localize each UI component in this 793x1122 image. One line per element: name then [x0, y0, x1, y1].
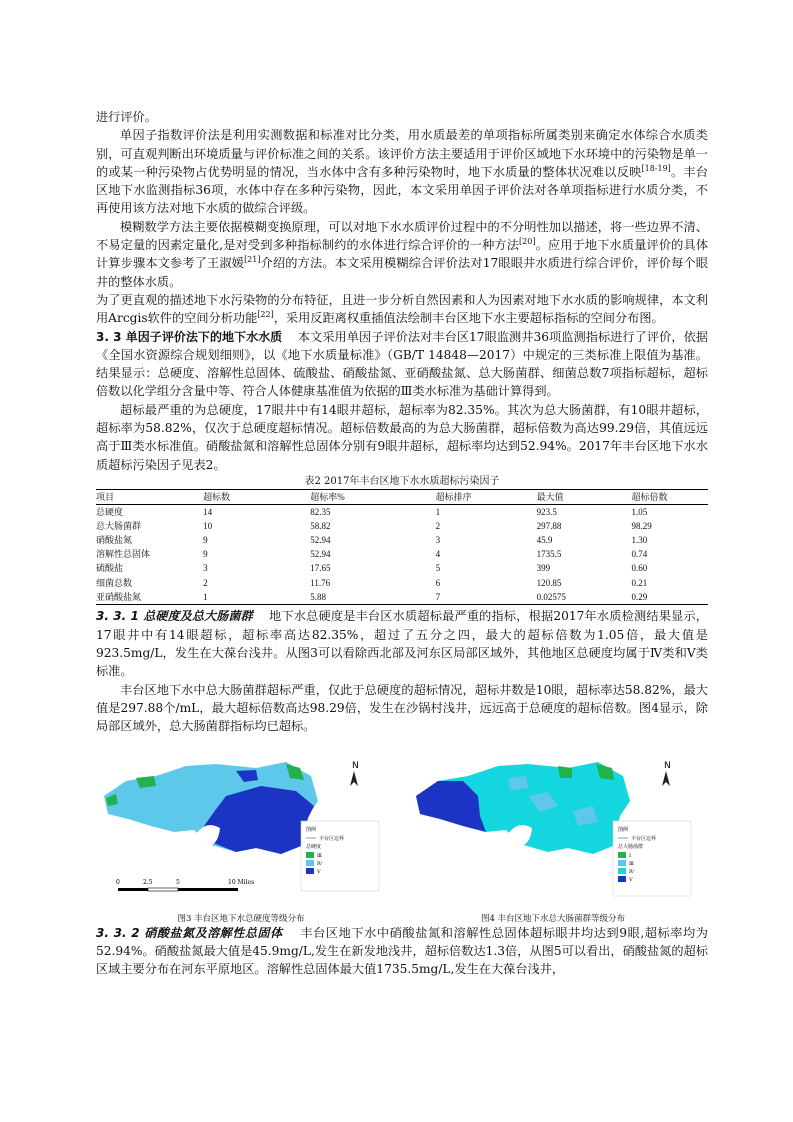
- figure-caption: 图3 丰台区地下水总硬度等级分布: [177, 913, 305, 924]
- legend-class: Ⅰ: [629, 852, 631, 859]
- table-cell: 3: [435, 535, 441, 546]
- table-cell: 923.5: [536, 506, 557, 517]
- legend-item: 总大肠菌群: [618, 843, 644, 850]
- table-cell: 硫酸盐: [96, 563, 124, 574]
- legend-title: 图例: [306, 826, 317, 833]
- figures-row: [96, 756, 708, 924]
- table-row: [96, 505, 708, 520]
- table-cell: 399: [536, 563, 551, 574]
- figure-caption: 图4 丰台区地下水总大肠菌群等级分布: [480, 913, 626, 924]
- scale-tick: 10 Miles: [228, 878, 255, 886]
- table-header: 项目: [96, 491, 115, 502]
- table-cell: 4: [435, 549, 441, 560]
- table-cell: 1735.5: [536, 549, 562, 560]
- scale-bar: [116, 879, 254, 891]
- table-cell: 10: [203, 520, 213, 531]
- legend-class: Ⅳ: [629, 868, 634, 875]
- table-cell: 5.88: [310, 591, 326, 602]
- citation: [20]: [519, 237, 536, 247]
- figure-4: [408, 756, 698, 924]
- section-3-3-1: 3. 3. 1 总硬度及总大肠菌群 地下水总硬度是丰台区水质超标最严重的指标，根据2017年水质检测结果显示，17眼井中有14眼超标，超标率高达82.35%，超过了五分之四，最大的超标倍数为1.05倍，最大值是923.5mg/L，发生在大葆台浅井。从图3可以看除西北部及河东区局部区域外，其他地区总硬度均属于Ⅳ类和Ⅴ类标准。: [96, 609, 708, 679]
- table-cell: 1.30: [631, 535, 648, 546]
- citation: [18-19]: [641, 163, 671, 173]
- table-cell: 1: [203, 591, 208, 602]
- north-arrow-icon: [350, 771, 358, 786]
- map-region-iii: [508, 776, 528, 790]
- scale-tick: 2.5: [143, 878, 153, 886]
- section-3-3-2: 3. 3. 2 硝酸盐氮及溶解性总固体 丰台区地下水中硝酸盐氮和溶解性总固体超标眼井均达到9眼,超标率均为52.94%。硝酸盐氮最大值是45.9mg/L,发生在新发地浅井，超标倍数达1.3倍，从图5可以看出，硝酸盐氮的超标区域主要分布在河东平原地区。溶解性总固体最大值1735.5mg/L,发生在大葆台浅井，: [96, 925, 708, 977]
- table-cell: 1: [435, 506, 441, 517]
- table-cell: 0.60: [631, 563, 648, 574]
- legend-item: 总硬度: [306, 843, 322, 850]
- paragraph: 模糊数学方法主要依据模糊变换原理，可以对地下水水质评价过程中的不分明性加以描述，将一些边界不清、不易定量的因素定量化,是对受到多种指标制约的水体进行综合评价的一种方法[20]。应用于地下水质量评价的具体计算步骤本文参考了王淑媛[21]介绍的方法。本文采用模糊综合评价法对17眼眼井水质进行综合评价，评价每个眼井的整体水质。: [96, 219, 709, 289]
- paragraph: 超标最严重的为总硬度，17眼井中有14眼井超标，超标率为82.35%。其次为总大肠菌群，有10眼井超标，超标率为58.82%，仅次于总硬度超标情况。超标倍数最高的为总大肠菌群，超标倍数为高达99.29倍，其值远远高于Ⅲ类水标准值。硝酸盐氮和溶解性总固体分别有9眼井超标，超标率均达到52.94%。2017年丰台区地下水水质超标污染因子见表2。: [96, 402, 708, 472]
- paragraph: 单因子指数评价法是利用实测数据和标准对比分类，用水质最差的单项指标所属类别来确定水体综合水质类别，可直观判断出环境质量与评价标准之间的关系。该评价方法主要适用于评价区域地下水环境中的污染物是单一的或某一种污染物占优势明显的情况，当水体中含有多种污染物时，地下水质量的整体状况难以反映[18-19]。丰台区地下水监测指标36项，水体中存在多种污染物，因此，本文采用单因子评价法对各单项指标进行水质分类，不再使用该方法对地下水质的做综合评级。: [96, 128, 709, 216]
- coliform-map: [408, 756, 698, 906]
- table-cell: 5: [435, 563, 441, 574]
- table-cell: 9: [203, 535, 208, 546]
- table-cell: 11.76: [310, 577, 331, 588]
- table-cell: 120.85: [536, 577, 562, 588]
- table-cell: 52.94: [310, 535, 331, 546]
- figure-3: [96, 756, 386, 924]
- table-row: [96, 562, 708, 576]
- section-3-3: 3. 3 单因子评价法下的地下水水质 本文采用单因子评价法对丰台区17眼监测井36项监测指标进行了评价，依据《全国水资源综合规划细则》，以《地下水质量标准》（GB/T 14848—2017）中规定的三类标准上限值为基准。结果显示：总硬度、溶解性总固体、硫酸盐、硝酸盐氮、亚硝酸盐氮、总大肠菌群、细菌总数7项指标超标，超标倍数以化学组分含量中等、符合人体健康基准值为依据的Ⅲ类水标准为基础计算得到。: [96, 329, 708, 399]
- table-cell: 6: [435, 577, 441, 588]
- table-cell: 9: [203, 549, 208, 560]
- table-row: [96, 590, 708, 605]
- legend-boundary: 丰台区边界: [631, 835, 657, 842]
- north-arrow: N: [664, 760, 671, 771]
- table-cell: 98.29: [631, 520, 652, 531]
- table-cell: 0.74: [631, 549, 648, 560]
- legend-swatch: [306, 868, 314, 874]
- table-cell: 总大肠菌群: [96, 520, 142, 531]
- legend-title: 图例: [618, 826, 629, 833]
- legend-class: Ⅳ: [317, 860, 322, 867]
- legend-swatch: [618, 860, 626, 866]
- subsection-heading: 3. 3. 1 总硬度及总大肠菌群: [96, 609, 253, 624]
- table-row: [96, 576, 708, 590]
- table-row: [96, 548, 708, 562]
- citation: [21]: [244, 255, 261, 265]
- table-cell: 1.05: [631, 506, 648, 517]
- legend-boundary: 丰台区边界: [319, 835, 345, 842]
- table-header: 超标倍数: [631, 491, 668, 502]
- table-cell: 45.9: [536, 535, 553, 546]
- table-cell: 溶解性总固体: [96, 549, 151, 560]
- table-cell: 2: [203, 577, 208, 588]
- table-cell: 58.82: [310, 520, 331, 531]
- table-cell: 17.65: [310, 563, 331, 574]
- table-cell: 14: [203, 506, 213, 517]
- legend-class: Ⅲ: [317, 852, 322, 859]
- table-caption: 表2 2017年丰台区地下水水质超标污染因子: [304, 475, 500, 487]
- table-header-row: [96, 489, 708, 504]
- table-cell: 2: [435, 520, 441, 531]
- table-row: [96, 519, 708, 533]
- table-row: [96, 534, 708, 548]
- hardness-map: [96, 756, 386, 906]
- north-arrow-icon: [662, 771, 670, 786]
- subsection-heading: 3. 3. 2 硝酸盐氮及溶解性总固体: [96, 925, 283, 940]
- paragraph: 丰台区地下水中总大肠菌群超标严重，仅此于总硬度的超标情况，超标井数是10眼，超标率达58.82%，最大值是297.88个/mL，最大超标倍数高达98.29倍，发生在沙锅村浅井，远远高于总硬度的超标倍数。图4显示，除局部区域外，总大肠菌群指标均已超标。: [96, 682, 708, 734]
- table-header: 超标排序: [435, 491, 472, 502]
- table-cell: 总硬度: [96, 506, 124, 517]
- paragraph: 为了更直观的描述地下水污染物的分布特征，且进一步分析自然因素和人为因素对地下水水质的影响规律，本文利用Arcgis软件的空间分析功能[22]，采用反距离权重插值法绘制丰台区地下水主要超标指标的空间分布图。: [96, 292, 708, 326]
- paragraph: 进行评价。: [96, 110, 157, 124]
- table-header: 超标率%: [310, 491, 345, 502]
- scale-tick: 5: [176, 878, 180, 886]
- table-cell: 52.94: [310, 549, 331, 560]
- legend-class: Ⅲ: [629, 860, 634, 867]
- citation: [22]: [257, 310, 274, 320]
- table-cell: 3: [203, 563, 208, 574]
- legend-class: Ⅴ: [317, 868, 321, 875]
- pollutant-table: [96, 489, 708, 606]
- legend-swatch: [618, 876, 626, 882]
- table-cell: 7: [435, 591, 441, 602]
- north-arrow: N: [352, 760, 359, 771]
- table-cell: 0.29: [631, 591, 648, 602]
- map-region-i: [558, 766, 572, 778]
- legend-swatch: [306, 852, 314, 858]
- section-heading: 3. 3 单因子评价法下的地下水水质: [96, 329, 283, 344]
- table-cell: 0.21: [631, 577, 648, 588]
- legend-swatch: [618, 868, 626, 874]
- table-cell: 亚硝酸盐氮: [96, 591, 142, 602]
- scale-tick: 0: [116, 878, 120, 886]
- table-cell: 0.02575: [536, 591, 566, 602]
- legend-swatch: [618, 852, 626, 858]
- table-cell: 细菌总数: [96, 577, 133, 588]
- table-header: 最大值: [536, 491, 564, 502]
- table-cell: 82.35: [310, 506, 331, 517]
- table-header: 超标数: [203, 491, 231, 502]
- table-cell: 硝酸盐氮: [96, 535, 133, 546]
- legend-swatch: [306, 860, 314, 866]
- paper-page: [96, 108, 708, 978]
- table-cell: 297.88: [536, 520, 562, 531]
- legend-class: Ⅴ: [629, 876, 633, 883]
